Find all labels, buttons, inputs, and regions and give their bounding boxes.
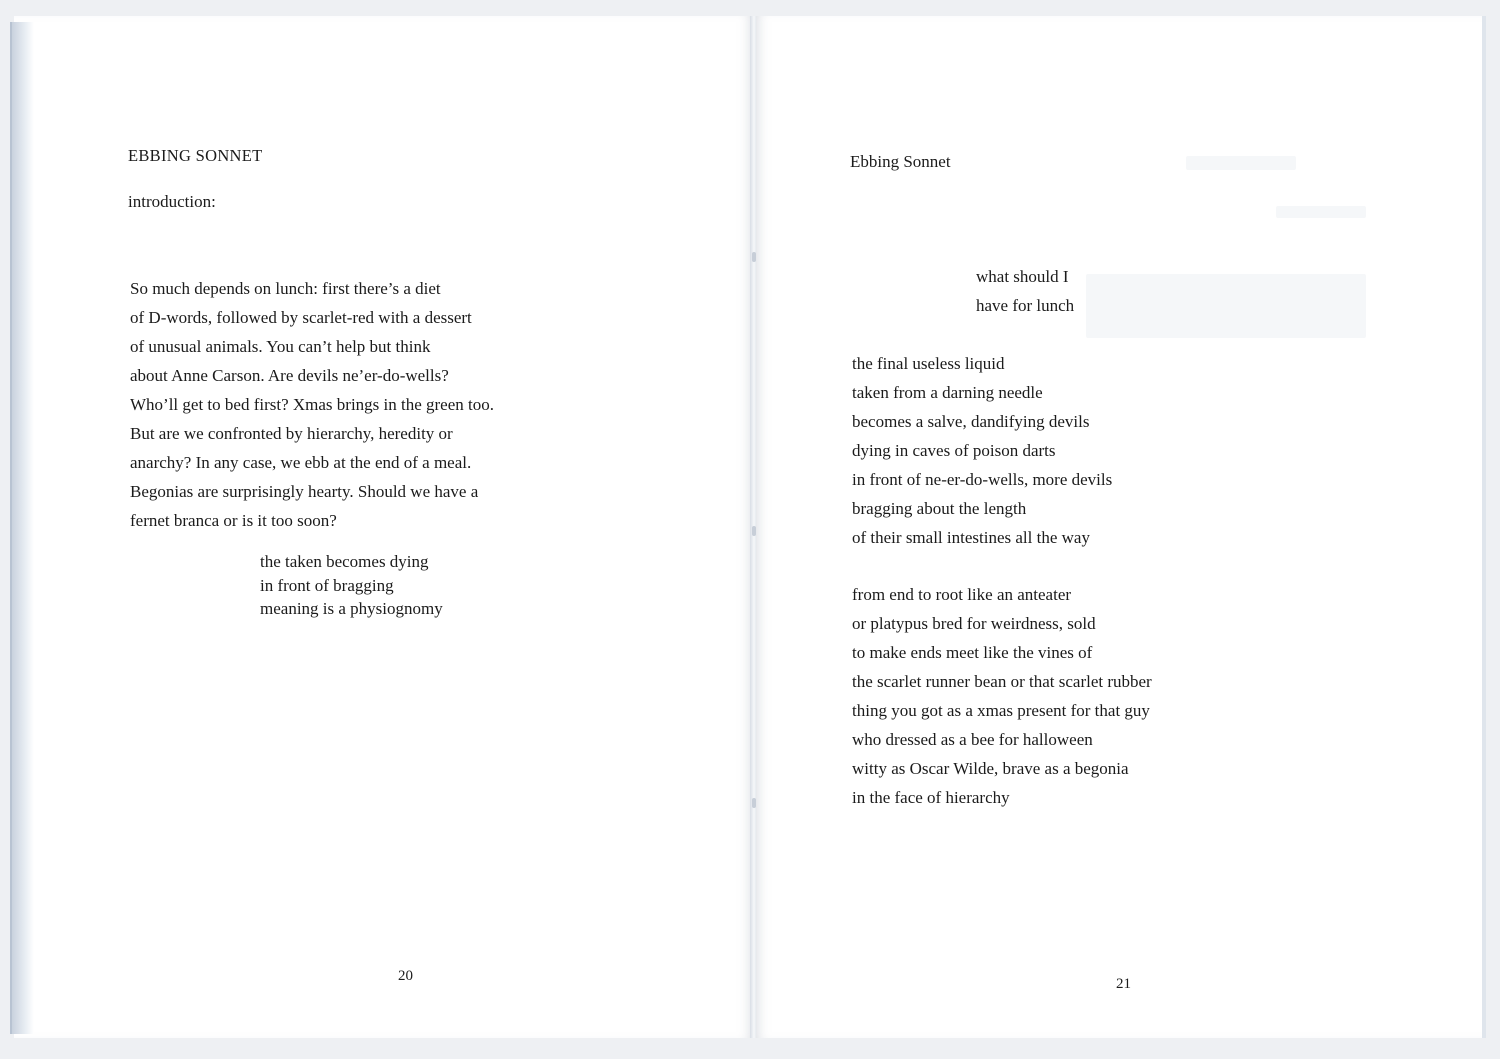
verse-line: of their small intestines all the way <box>852 528 1090 547</box>
verse-line: in front of bragging <box>260 575 394 595</box>
verse-line: thing you got as a xmas present for that guy <box>852 701 1150 720</box>
verse-line: the final useless liquid <box>852 354 1005 373</box>
left-paragraph <box>130 274 494 535</box>
paragraph-line: of unusual animals. You can’t help but think <box>130 337 431 356</box>
verse-line: bragging about the length <box>852 499 1027 518</box>
verse-line: in the face of hierarchy <box>852 788 1010 807</box>
verse-line: becomes a salve, dandifying devils <box>852 412 1090 431</box>
left-page-heading: EBBING SONNET <box>128 146 263 165</box>
left-page <box>14 16 752 1038</box>
paragraph-line: Who’ll get to bed first? Xmas brings in the green too. <box>130 395 494 414</box>
left-indented-verse <box>260 550 443 621</box>
verse-line: in front of ne-er-do-wells, more devils <box>852 470 1113 489</box>
show-through-mark <box>1086 274 1366 338</box>
paragraph-line: So much depends on lunch: first there’s a diet <box>130 279 441 298</box>
verse-line: who dressed as a bee for halloween <box>852 730 1093 749</box>
right-page <box>756 16 1486 1038</box>
stanza-one <box>852 349 1112 552</box>
verse-line: taken from a darning needle <box>852 383 1043 402</box>
paragraph-line: of D-words, followed by scarlet-red with a dessert <box>130 308 472 327</box>
show-through-mark <box>1186 156 1296 170</box>
verse-line: witty as Oscar Wilde, brave as a begonia <box>852 759 1129 778</box>
verse-line: the taken becomes dying <box>260 552 429 571</box>
verse-line: the scarlet runner bean or that scarlet rubber <box>852 672 1152 691</box>
paragraph-line: Begonias are surprisingly hearty. Should we have a <box>130 482 479 501</box>
show-through-mark <box>1276 206 1366 218</box>
verse-line: to make ends meet like the vines of <box>852 643 1093 662</box>
left-page-number: 20 <box>398 968 413 984</box>
verse-line: or platypus bred for weirdness, sold <box>852 614 1096 633</box>
verse-line: from end to root like an anteater <box>852 585 1072 604</box>
verse-line: meaning is a physiognomy <box>260 599 443 618</box>
right-indented-verse <box>976 262 1074 320</box>
verse-line: what should I <box>976 267 1069 286</box>
right-page-number: 21 <box>1116 976 1131 992</box>
stanza-two <box>852 580 1152 812</box>
verse-line: dying in caves of poison darts <box>852 441 1056 460</box>
intro-label: introduction: <box>128 192 216 211</box>
paragraph-line: anarchy? In any case, we ebb at the end of a meal. <box>130 453 472 472</box>
right-page-heading: Ebbing Sonnet <box>850 152 951 171</box>
paragraph-line: But are we confronted by hierarchy, heredity or <box>130 424 453 443</box>
paragraph-line: fernet branca or is it too soon? <box>130 511 337 530</box>
verse-line: have for lunch <box>976 296 1075 315</box>
paragraph-line: about Anne Carson. Are devils ne’er-do-wells? <box>130 366 449 385</box>
